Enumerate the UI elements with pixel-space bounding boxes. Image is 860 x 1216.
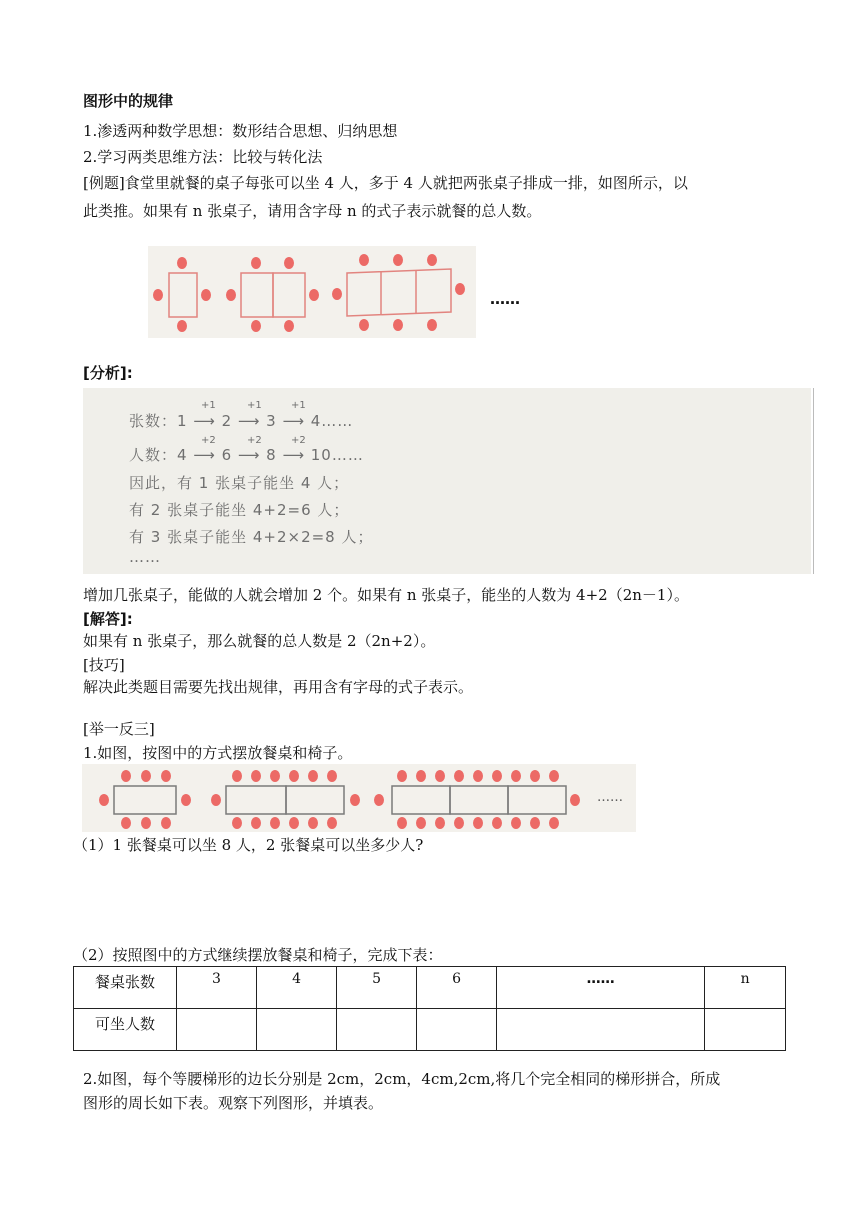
- example-line-1: [例题]食堂里就餐的桌子每张可以坐 4 人，多于 4 人就把两张桌子排成一排，如图所示，以: [83, 174, 688, 192]
- table-cell: 5: [337, 967, 417, 1009]
- table-cell: 6: [417, 967, 497, 1009]
- tip-text: 解决此类题目需要先找出规律，再用含有字母的式子表示。: [83, 678, 474, 696]
- answer-cell[interactable]: [257, 1009, 337, 1051]
- arrow-label: +1: [291, 400, 306, 411]
- analysis-image: [83, 388, 811, 574]
- example-line-2: 此类推。如果有 n 张桌子，请用含字母 n 的式子表示就餐的总人数。: [83, 202, 542, 220]
- tables-figure-2: [82, 764, 636, 832]
- arrow-label: +1: [247, 400, 262, 411]
- table-cell: ……: [497, 967, 705, 1009]
- tables-figure-2-drawing: [82, 764, 636, 832]
- answer-cell[interactable]: [337, 1009, 417, 1051]
- arrow-label: +2: [247, 435, 262, 446]
- divider: [813, 388, 814, 574]
- table-cell: n: [705, 967, 786, 1009]
- table-header-cell: 可坐人数: [74, 1009, 177, 1051]
- analysis-renshu: 人数：4 ⟶ 6 ⟶ 8 ⟶ 10……: [129, 446, 364, 464]
- tip-label: [技巧]: [83, 656, 125, 674]
- practice-q1: 1.如图，按图中的方式摆放餐桌和椅子。: [83, 744, 353, 762]
- table-row: [74, 1009, 786, 1051]
- analysis-zhangshu: 张数：1 ⟶ 2 ⟶ 3 ⟶ 4……: [129, 412, 354, 430]
- page-title: 图形中的规律: [83, 92, 174, 110]
- table-header-cell: 餐桌张数: [74, 967, 177, 1009]
- answer-cell[interactable]: [497, 1009, 705, 1051]
- practice-label: [举一反三]: [83, 720, 155, 738]
- answer-label: [解答]:: [83, 610, 133, 628]
- practice-q1-part2: （2）按照图中的方式继续摆放餐桌和椅子，完成下表：: [73, 946, 443, 964]
- practice-q2-line-1: 2.如图，每个等腰梯形的边长分别是 2cm，2cm，4cm,2cm,将几个完全相同的梯形拼合，所成: [83, 1070, 721, 1088]
- tables-figure-1-drawing: [148, 246, 476, 338]
- practice-q1-part1: （1）1 张餐桌可以坐 8 人，2 张餐桌可以坐多少人?: [73, 836, 424, 854]
- table-cell: 3: [177, 967, 257, 1009]
- analysis-step-2: 有 2 张桌子能坐 4+2=6 人；: [129, 501, 350, 519]
- answer-cell[interactable]: [417, 1009, 497, 1051]
- table-cell: 4: [257, 967, 337, 1009]
- arrow-label: +2: [291, 435, 306, 446]
- tables-figure-1: [148, 246, 476, 338]
- fill-in-table: [73, 966, 786, 1051]
- analysis-conclusion: 增加几张桌子，能做的人就会增加 2 个。如果有 n 张桌子，能坐的人数为 4+2（2n－1）。: [83, 586, 689, 604]
- answer-text: 如果有 n 张桌子，那么就餐的总人数是 2（2n+2）。: [83, 632, 436, 650]
- analysis-step-4: ……: [129, 548, 161, 566]
- table-row: [74, 967, 786, 1009]
- practice-q2-line-2: 图形的周长如下表。观察下列图形，并填表。: [83, 1094, 384, 1112]
- figure2-ellipsis: ……: [597, 790, 623, 805]
- intro-line-1: 1.渗透两种数学思想：数形结合思想、归纳思想: [83, 122, 398, 140]
- figure1-ellipsis: ……: [490, 290, 520, 308]
- analysis-step-3: 有 3 张桌子能坐 4+2×2=8 人；: [129, 528, 374, 546]
- arrow-label: +2: [201, 435, 216, 446]
- intro-line-2: 2.学习两类思维方法：比较与转化法: [83, 148, 323, 166]
- answer-cell[interactable]: [705, 1009, 786, 1051]
- answer-cell[interactable]: [177, 1009, 257, 1051]
- arrow-label: +1: [201, 400, 216, 411]
- analysis-step-1: 因此，有 1 张桌子能坐 4 人；: [129, 474, 350, 492]
- analysis-label: [分析]:: [83, 364, 133, 382]
